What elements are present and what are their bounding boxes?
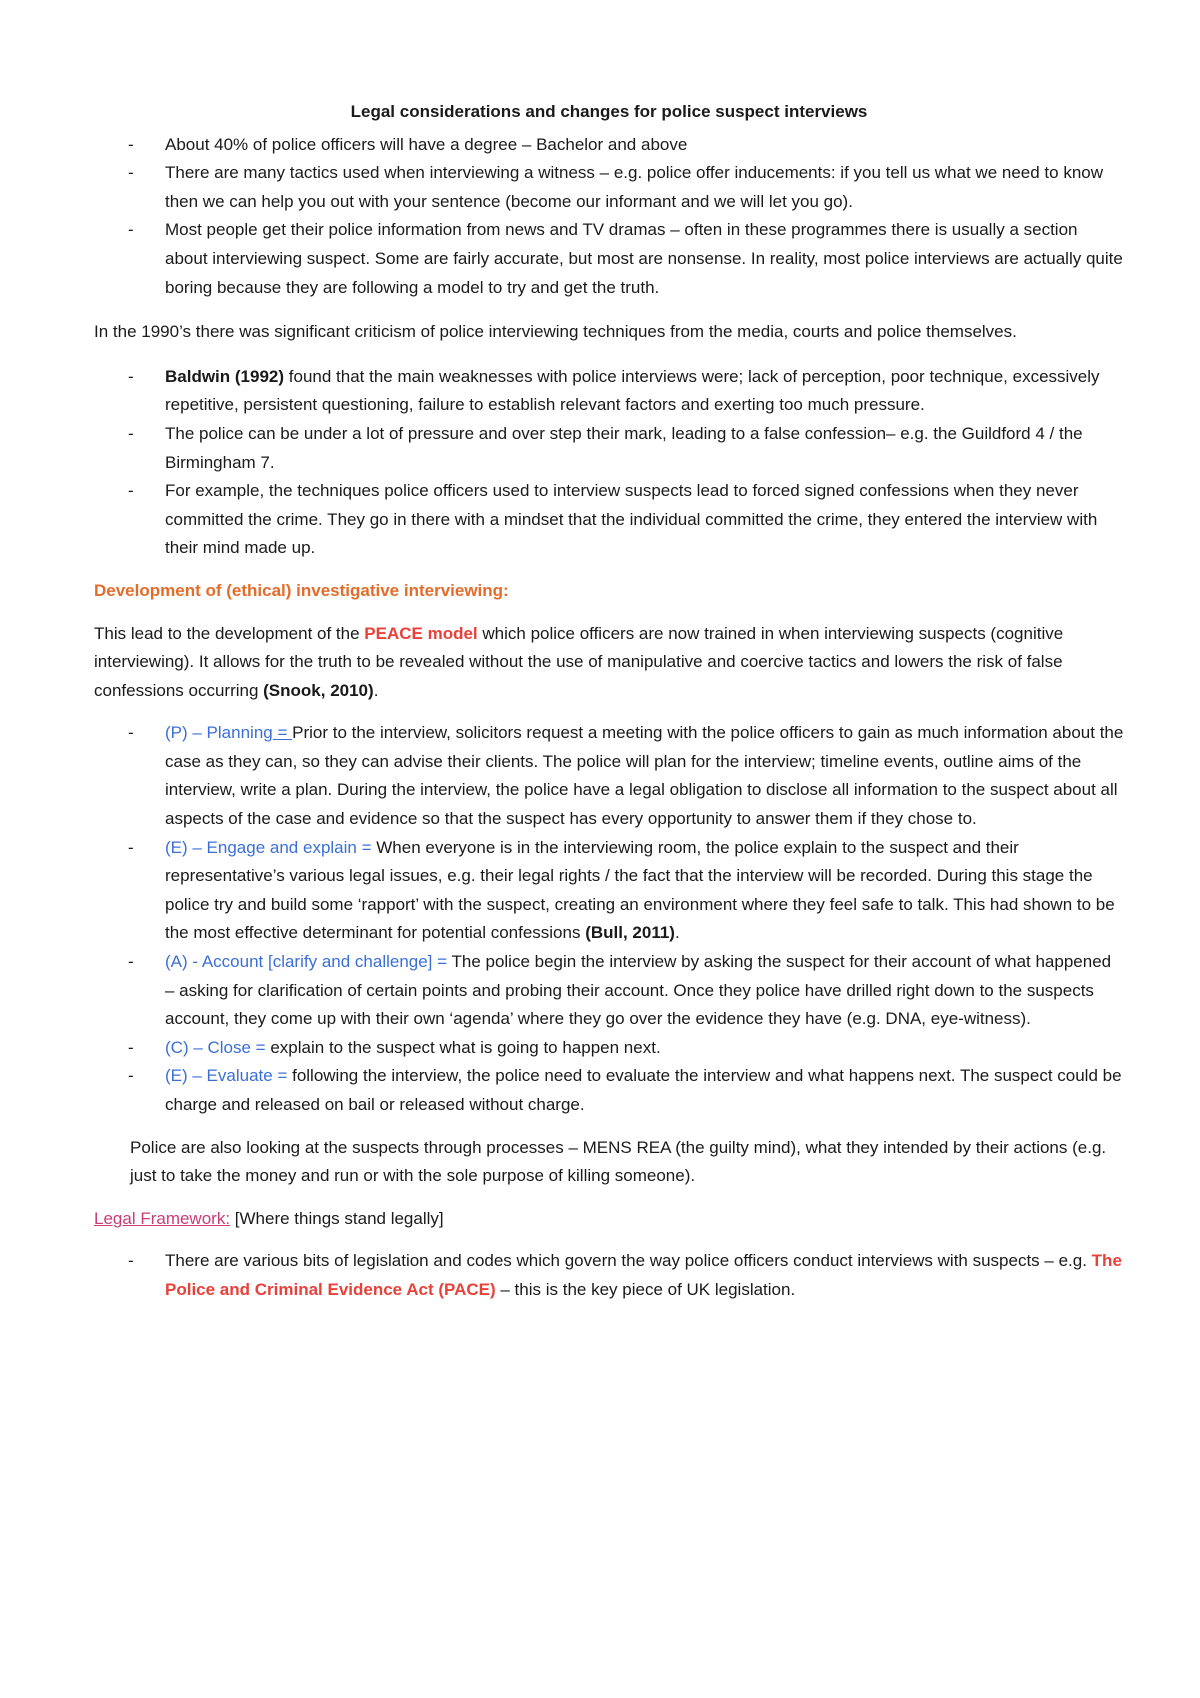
list-item-engage [94,834,1124,948]
step-text-planning: Prior to the interview, solicitors request a meeting with the police officers to gain as much information about the case as they can, so they can advise their clients. The police will plan for the interview; timeline events, outline aims of the interview, write a plan. During the interview, the police have a legal obligation to disclose all information to the suspect about all aspects of the case and evidence so that the suspect has every opportunity to answer them if they chose to. [165,723,1124,829]
step-text-account: The police begin the interview by asking the suspect for their account of what happened – asking for clarification of certain points and probing their account. Once they police have drilled right down to the suspects account, they come up with their own ‘agenda’ where they go over the evidence they have (e.g. DNA, eye-witness). [165,952,1112,1029]
pace-act-highlight: The Police and Criminal Evidence Act (PACE) [165,1251,1122,1299]
list-item: - For example, the techniques police officers used to interview suspects lead to forced signed confessions when they never committed the crime. They go in there with a mindset that the individual committed the crime, they entered the interview with their mind made up. [94,477,1124,563]
citation-bull: (Bull, 2011) [585,923,675,943]
legal-list [94,1247,1124,1304]
list-item: - Most people get their police information from news and TV dramas – often in these programmes there is usually a section about interviewing suspect. Some are fairly accurate, but most are nonsense. In reality, most police interviews are actually quite boring because they are following a model to try and get the truth. [94,216,1124,302]
legal-framework-note: [Where things stand legally] [230,1208,444,1228]
list-item-evaluate [94,1062,1124,1119]
peace-text-end: . [373,680,379,700]
list-item-baldwin [94,363,1124,420]
legal-text-after: – this is the key piece of UK legislation. [495,1279,796,1299]
list-item: - There are many tactics used when interviewing a witness – e.g. police offer inducements: if you tell us what we need to know then we can help you out with your sentence (become our informant and we will let you go). [94,159,1124,216]
baldwin-text: found that the main weaknesses with police interviews were; lack of perception, poor technique, excessively repetitive, persistent questioning, failure to establish relevant factors and exerting too much pressure. [165,366,1100,415]
step-label-evaluate: (E) – Evaluate = [165,1066,293,1086]
list-item: - About 40% of police officers will have a degree – Bachelor and above [94,131,1124,160]
document-page [94,98,1124,1305]
step-label-engage: (E) – Engage and explain = [165,837,377,857]
paragraph-mens-rea: Police are also looking at the suspects through processes – MENS REA (the guilty mind), what they intended by their actions (e.g. just to take the money and run or with the sole purpose of killing someone). [130,1137,1107,1186]
list-item-legislation [94,1247,1124,1304]
section-heading-development: Development of (ethical) investigative interviewing: [94,580,509,600]
paragraph-1990s: In the 1990’s there was significant criticism of police interviewing techniques from the media, courts and police themselves. [94,322,1017,342]
peace-steps-list [94,719,1124,1119]
citation-snook: (Snook, 2010) [263,680,374,700]
step-eq-planning: = [272,723,293,743]
step-label-planning: (P) – Planning [165,723,273,743]
list-item-close [94,1034,1124,1063]
citation-baldwin: Baldwin (1992) [165,366,285,386]
paragraph-peace-model [94,620,1124,706]
peace-text-before: This lead to the development of the [94,623,365,643]
list-item-account [94,948,1124,1034]
step-text-close: explain to the suspect what is going to happen next. [270,1037,661,1057]
list-item-planning [94,719,1124,833]
step-text-evaluate: following the interview, the police need to evaluate the interview and what happens next. The suspect could be charge and released on bail or released without charge. [165,1066,1122,1114]
legal-framework-link[interactable]: Legal Framework: [94,1208,231,1228]
criticism-list [94,363,1124,563]
step-end-engage: . [674,923,680,943]
legal-framework-line [94,1205,1124,1234]
step-label-account: (A) - Account [clarify and challenge] = [165,952,452,972]
peace-model-highlight: PEACE model [364,623,478,643]
intro-list [94,131,1124,303]
step-label-close: (C) – Close = [165,1037,271,1057]
list-item: - The police can be under a lot of pressure and over step their mark, leading to a false confession– e.g. the Guildford 4 / the Birmingham 7. [94,420,1124,477]
step-text-engage: When everyone is in the interviewing room, the police explain to the suspect and their representative’s various legal issues, e.g. their legal rights / the fact that the interview will be recorded. During this stage the police try and build some ‘rapport’ with the suspect, creating an environment where they feel safe to talk. This had shown to be the most effective determinant for potential confessions [165,837,1115,943]
peace-text-middle: which police officers are now trained in when interviewing suspects (cognitive interviewing). It allows for the truth to be revealed without the use of manipulative and coercive tactics and lowers the risk of false confessions occurring [94,623,1064,700]
legal-text-before: There are various bits of legislation and codes which govern the way police officers conduct interviews with suspects – e.g. [165,1251,1092,1271]
document-title: Legal considerations and changes for police suspect interviews [350,102,868,121]
